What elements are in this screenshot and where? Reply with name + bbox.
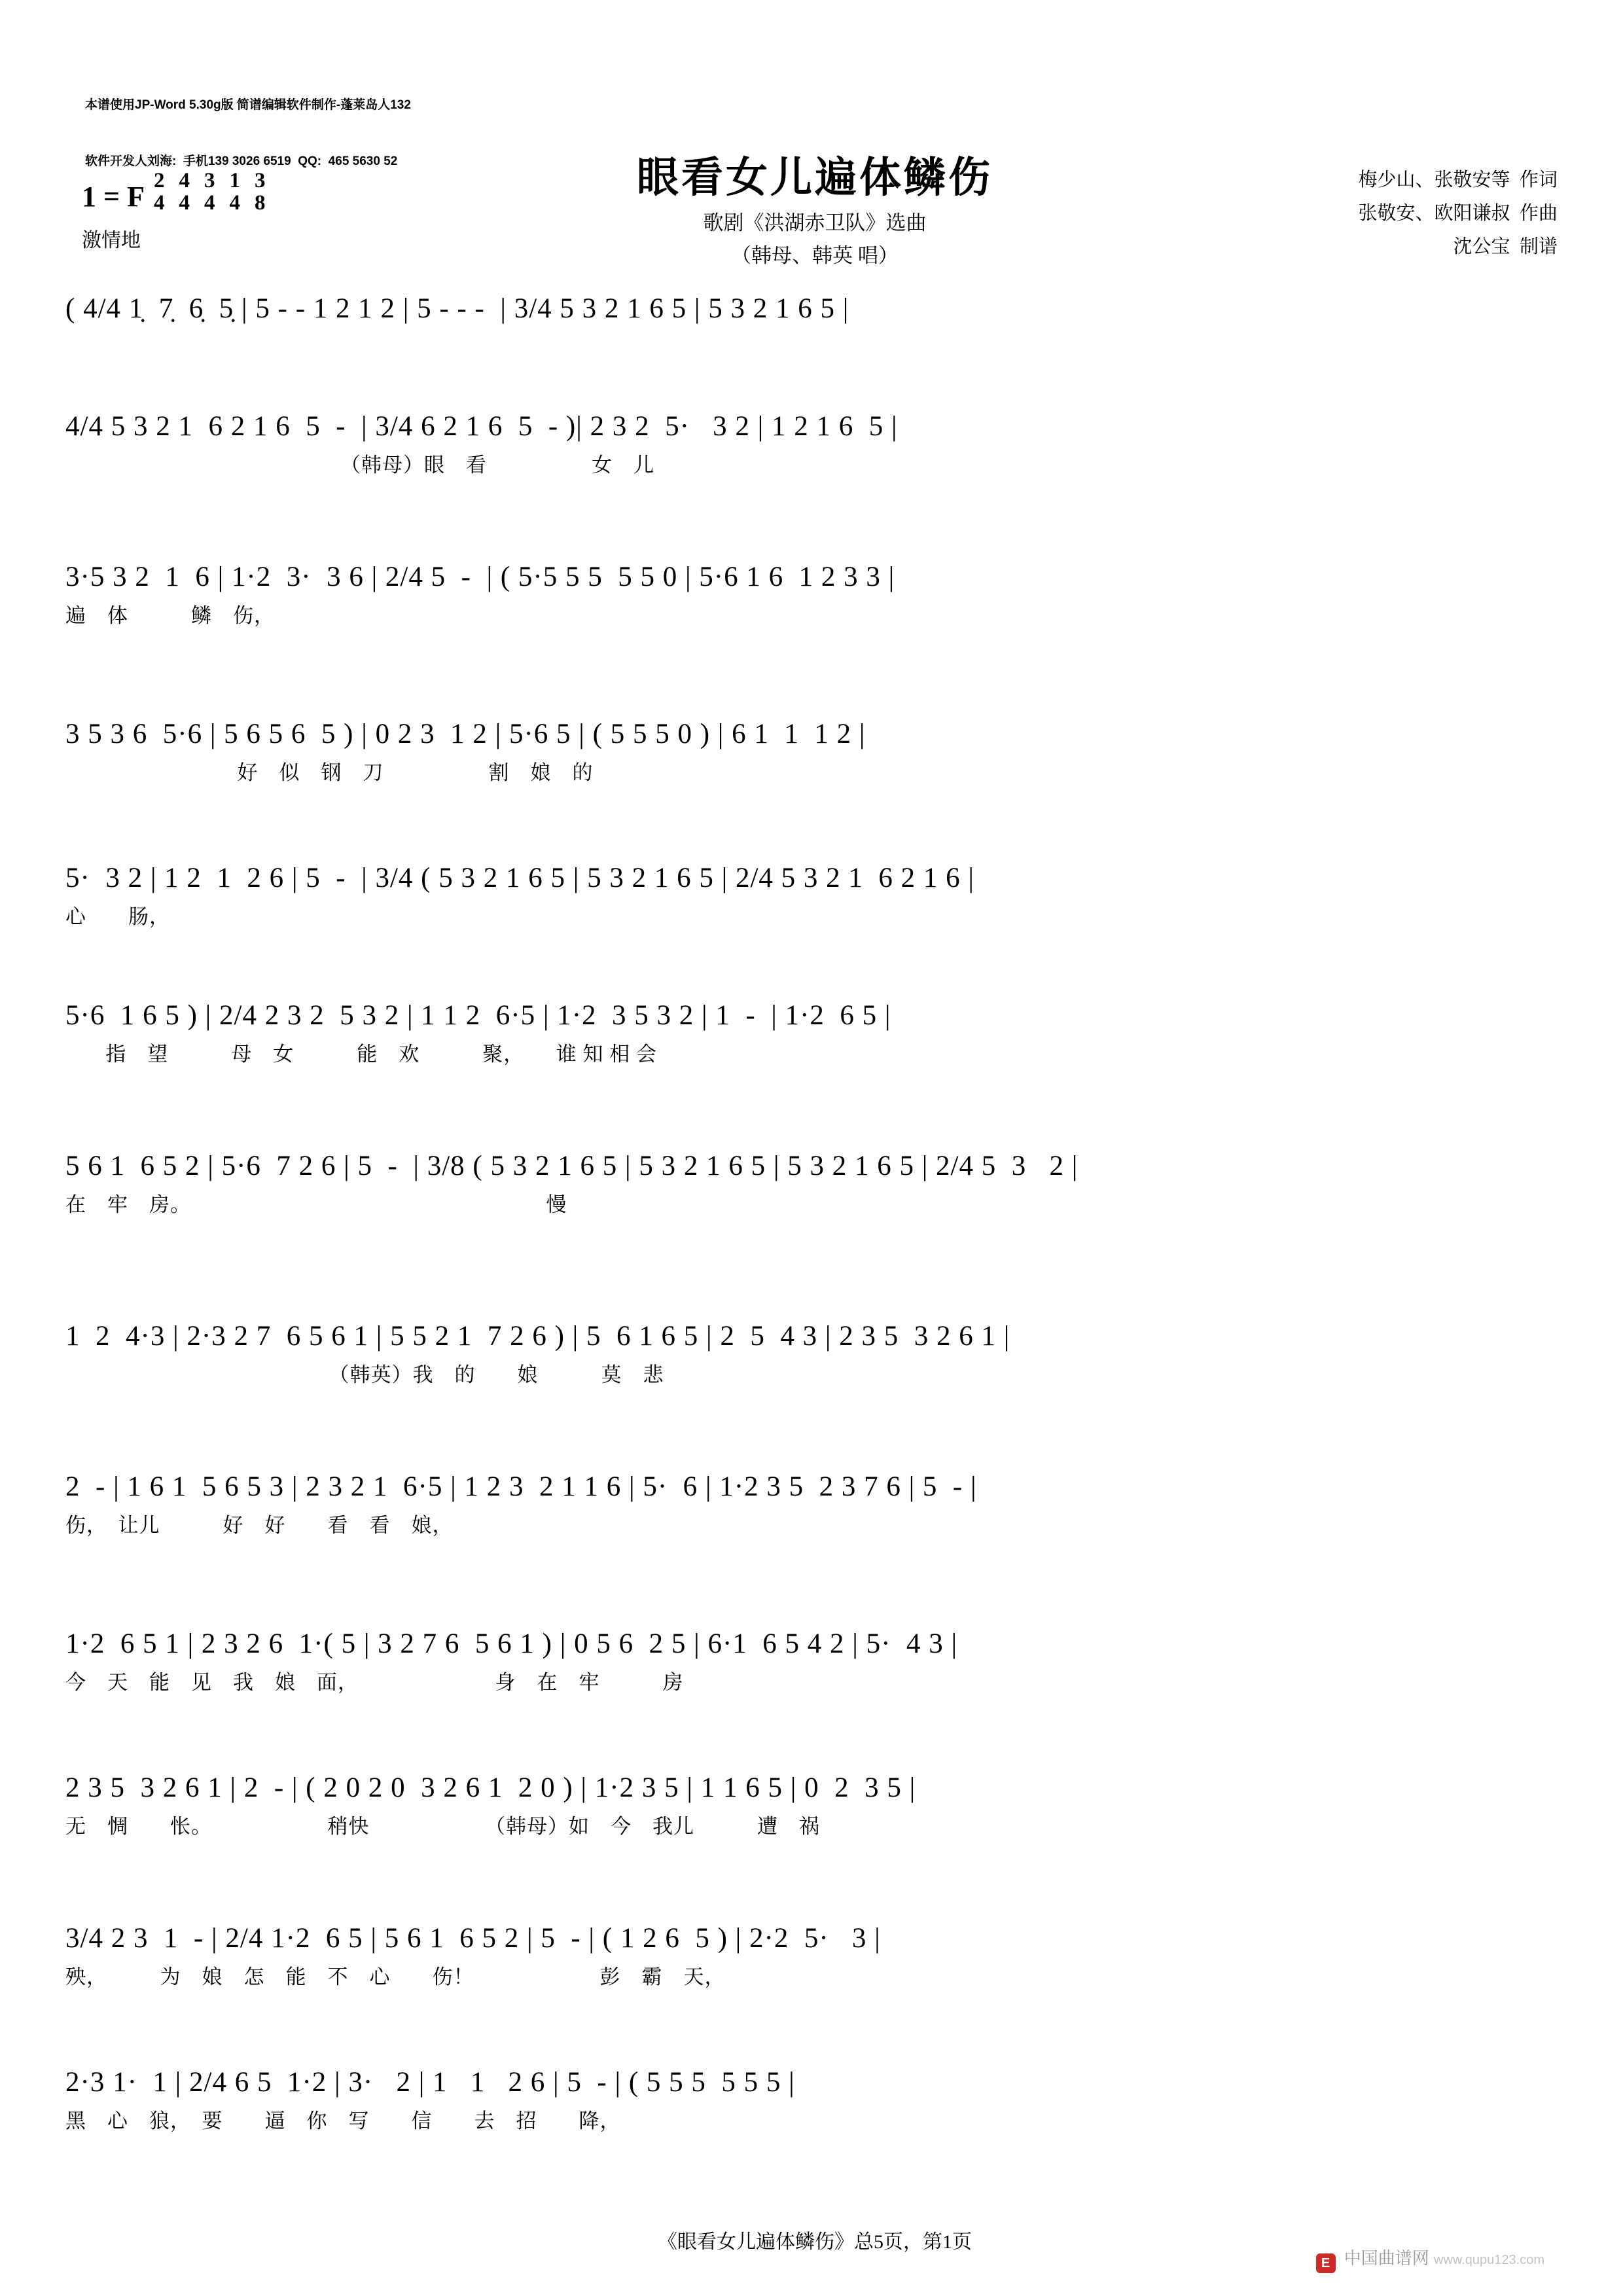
- byline-lyricist: 梅少山、张敬安等 作词: [1358, 170, 1558, 190]
- lyric-line: 无 惆 怅。 稍快 （韩母）如 今 我儿 遭 祸: [65, 1815, 820, 1838]
- byline-composer: 张敬安、欧阳谦叔 作曲: [1358, 202, 1558, 224]
- score-area: [65, 46, 1564, 2270]
- subtitle-source: 歌剧《洪湖赤卫队》选曲: [703, 211, 927, 234]
- music-system: [65, 2068, 1564, 2134]
- time-signature-list: [154, 170, 266, 214]
- watermark: [1316, 2245, 1544, 2273]
- notation-line: 1 2 4·3 | 2·3 2 7 6 5 6 1 | 5 5 2 1 7 2 6 ) | 5 6 1 6 5 | 2 5 4 3 | 2 3 5 3 2 6 1 |: [65, 1321, 1010, 1352]
- lyric-line: 伤， 让儿 好 好 看 看 娘，: [65, 1514, 454, 1537]
- notation-line: 2·3 1· 1 | 2/4 6 5 1·2 | 3· 2 | 1 1 2 6 | 5 - | ( 5 5 5 5 5 5 |: [65, 2067, 795, 2098]
- notation-line: 5·6 1 6 5 ) | 2/4 2 3 2 5 3 2 | 1 1 2 6·5 | 1·2 3 5 3 2 | 1 - | 1·2 6 5 |: [65, 1000, 891, 1031]
- watermark-site-name: 中国曲谱网: [1344, 2248, 1429, 2268]
- software-credit-line-1: 本谱使用JP-Word 5.30g版 简谱编辑软件制作-蓬莱岛人132: [85, 98, 411, 112]
- notation-line: 3 5 3 6 5·6 | 5 6 5 6 5 ) | 0 2 3 1 2 | 5·6 5 | ( 5 5 5 0 ) | 6 1 1 1 2 |: [65, 719, 866, 749]
- music-system: [65, 1924, 1564, 1990]
- software-credit-line-2: 软件开发人刘海: 手机139 3026 6519 QQ: 465 5630 52: [85, 154, 398, 168]
- lyric-line: 殃， 为 娘 怎 能 不 心 伤！ 彭 霸 天，: [65, 1965, 726, 1988]
- notation-line: ( 4/4 1̣ 7̣ 6̣ 5̣ | 5 - - 1 2 1 2 | 5 - - - | 3/4 5 3 2 1 6 5 | 5 3 2 1 6 5 |: [65, 293, 849, 324]
- notation-line: 2 - | 1 6 1 5 6 5 3 | 2 3 2 1 6·5 | 1 2 3 2 1 1 6 | 5· 6 | 1·2 3 5 2 3 7 6 | 5 - |: [65, 1471, 977, 1502]
- time-signature-denominator: 4: [179, 190, 190, 215]
- music-system: [65, 1473, 1564, 1538]
- music-system: [65, 412, 1564, 478]
- lyric-line: （韩英）我 的 娘 莫 悲: [65, 1363, 664, 1386]
- watermark-site-url: www.qupu123.com: [1434, 2253, 1544, 2267]
- time-signature: [179, 170, 190, 214]
- notation-line: 3/4 2 3 1 - | 2/4 1·2 6 5 | 5 6 1 6 5 2 | 5 - | ( 1 2 6 5 ) | 2·2 5· 3 |: [65, 1923, 881, 1954]
- page-title: 眼看女儿遍体鳞伤: [637, 154, 993, 201]
- time-signature-numerator: 1: [229, 169, 240, 192]
- notation-line: 5· 3 2 | 1 2 1 2 6 | 5 - | 3/4 ( 5 3 2 1 6 5 | 5 3 2 1 6 5 | 2/4 5 3 2 1 6 2 1 6 |: [65, 863, 975, 893]
- lyric-line: 心 肠，: [65, 905, 170, 928]
- lyric-line: 遍 体 鳞 伤，: [65, 604, 275, 627]
- notation-line: 4/4 5 3 2 1 6 2 1 6 5 - | 3/4 6 2 1 6 5 - )| 2 3 2 5· 3 2 | 1 2 1 6 5 |: [65, 411, 898, 442]
- time-signature: [255, 170, 266, 214]
- time-signature-numerator: 2: [154, 169, 165, 192]
- time-signature-denominator: 8: [255, 190, 266, 215]
- music-system: [65, 1630, 1564, 1695]
- time-signature-denominator: 4: [204, 190, 215, 215]
- notation-line: 5 6 1 6 5 2 | 5·6 7 2 6 | 5 - | 3/8 ( 5 3 2 1 6 5 | 5 3 2 1 6 5 | 5 3 2 1 6 5 | 2/4 5 3 2 |: [65, 1151, 1079, 1181]
- notation-line: 2 3 5 3 2 6 1 | 2 - | ( 2 0 2 0 3 2 6 1 2 0 ) | 1·2 3 5 | 1 1 6 5 | 0 2 3 5 |: [65, 1772, 916, 1803]
- lyric-line: 指 望 母 女 能 欢 聚， 谁 知 相 会: [65, 1043, 657, 1066]
- music-system: [65, 1774, 1564, 1839]
- notation-line: 1·2 6 5 1 | 2 3 2 6 1·( 5 | 3 2 7 6 5 6 1 ) | 0 5 6 2 5 | 6·1 6 5 4 2 | 5· 4 3 |: [65, 1628, 958, 1659]
- lyric-line: 好 似 钢 刀 割 娘 的: [65, 761, 594, 784]
- byline-engraver: 沈公宝 制谱: [1453, 236, 1558, 257]
- tempo-marking: 激情地: [82, 230, 141, 251]
- time-signature-numerator: 3: [255, 169, 266, 192]
- time-signature: [204, 170, 215, 214]
- lyric-line: 黑 心 狼， 要 逼 你 写 信 去 招 降，: [65, 2109, 621, 2132]
- time-signature: [230, 170, 241, 214]
- music-system: [65, 295, 1564, 331]
- byline: [1358, 164, 1558, 263]
- time-signature-denominator: 4: [154, 190, 165, 215]
- lyric-line: 今 天 能 见 我 娘 面， 身 在 牢 房: [65, 1671, 684, 1694]
- time-signature-denominator: 4: [229, 190, 240, 215]
- time-signature-numerator: 4: [179, 169, 190, 192]
- subtitle-performers: （韩母、韩英 唱）: [731, 244, 899, 267]
- time-signature: [154, 170, 165, 214]
- music-system: [65, 1152, 1564, 1217]
- music-system: [65, 1322, 1564, 1388]
- notation-line: 3·5 3 2 1 6 | 1·2 3· 3 6 | 2/4 5 - | ( 5·5 5 5 5 5 0 | 5·6 1 6 1 2 3 3 |: [65, 562, 895, 592]
- time-signature-numerator: 3: [204, 169, 215, 192]
- key-signature: 1 = F: [82, 181, 145, 213]
- music-system: [65, 1001, 1564, 1067]
- lyric-line: （韩母）眼 看 女 儿: [65, 454, 654, 476]
- lyric-line: 在 牢 房。 慢: [65, 1193, 567, 1216]
- music-system: [65, 864, 1564, 929]
- watermark-logo-icon: E: [1316, 2253, 1336, 2273]
- music-system: [65, 720, 1564, 785]
- page-footer: 《眼看女儿遍体鳞伤》总5页，第1页: [658, 2231, 972, 2253]
- music-system: [65, 563, 1564, 628]
